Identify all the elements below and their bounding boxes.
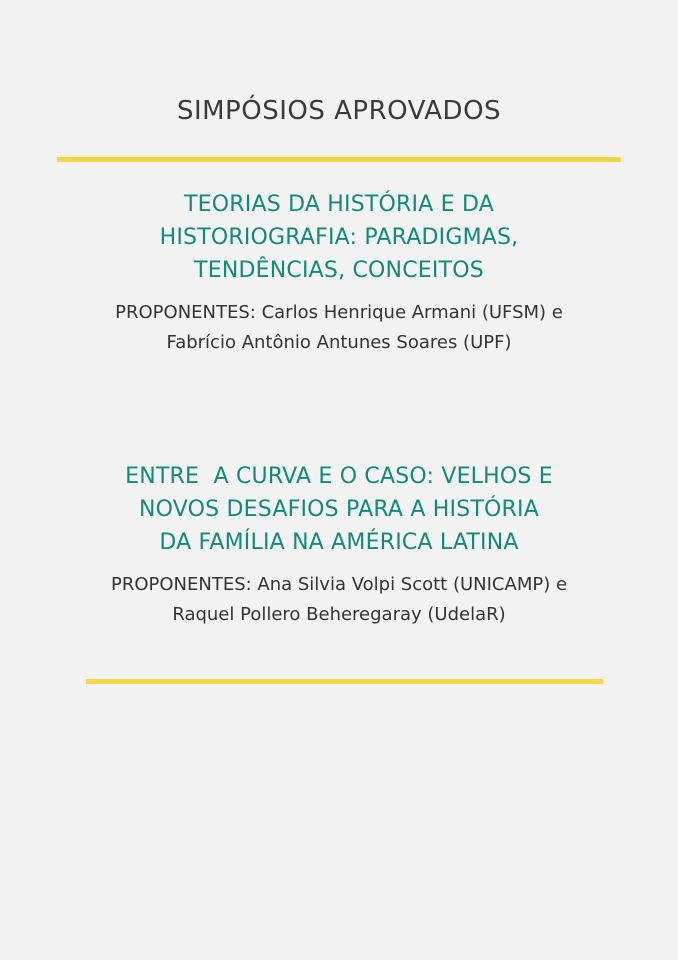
symposium-1 xyxy=(0,188,678,358)
symposium-proponents xyxy=(0,298,678,358)
page-title: SIMPÓSIOS APROVADOS xyxy=(176,96,502,126)
symposium-title-line: ENTRE A CURVA E O CASO: VELHOS E xyxy=(125,464,553,489)
symposium-title-line: TENDÊNCIAS, CONCEITOS xyxy=(194,258,484,283)
symposium-title-line: TEORIAS DA HISTÓRIA E DA xyxy=(184,192,494,217)
symposium-proponents xyxy=(0,570,678,630)
bottom-divider xyxy=(86,679,603,684)
symposium-title xyxy=(0,188,678,287)
symposium-title-line: NOVOS DESAFIOS PARA A HISTÓRIA xyxy=(139,497,539,522)
proponents-line: PROPONENTES: Carlos Henrique Armani (UFSM) e xyxy=(115,302,563,323)
proponents-line: Fabrício Antônio Antunes Soares (UPF) xyxy=(166,332,512,353)
symposium-2 xyxy=(0,460,678,630)
top-divider xyxy=(57,157,621,162)
proponents-line: Raquel Pollero Beheregaray (UdelaR) xyxy=(172,604,506,625)
symposium-title-line: DA FAMÍLIA NA AMÉRICA LATINA xyxy=(159,530,519,555)
proponents-line: PROPONENTES: Ana Silvia Volpi Scott (UNICAMP) e xyxy=(110,574,568,595)
symposium-title-line: HISTORIOGRAFIA: PARADIGMAS, xyxy=(159,225,519,250)
symposium-title xyxy=(0,460,678,559)
